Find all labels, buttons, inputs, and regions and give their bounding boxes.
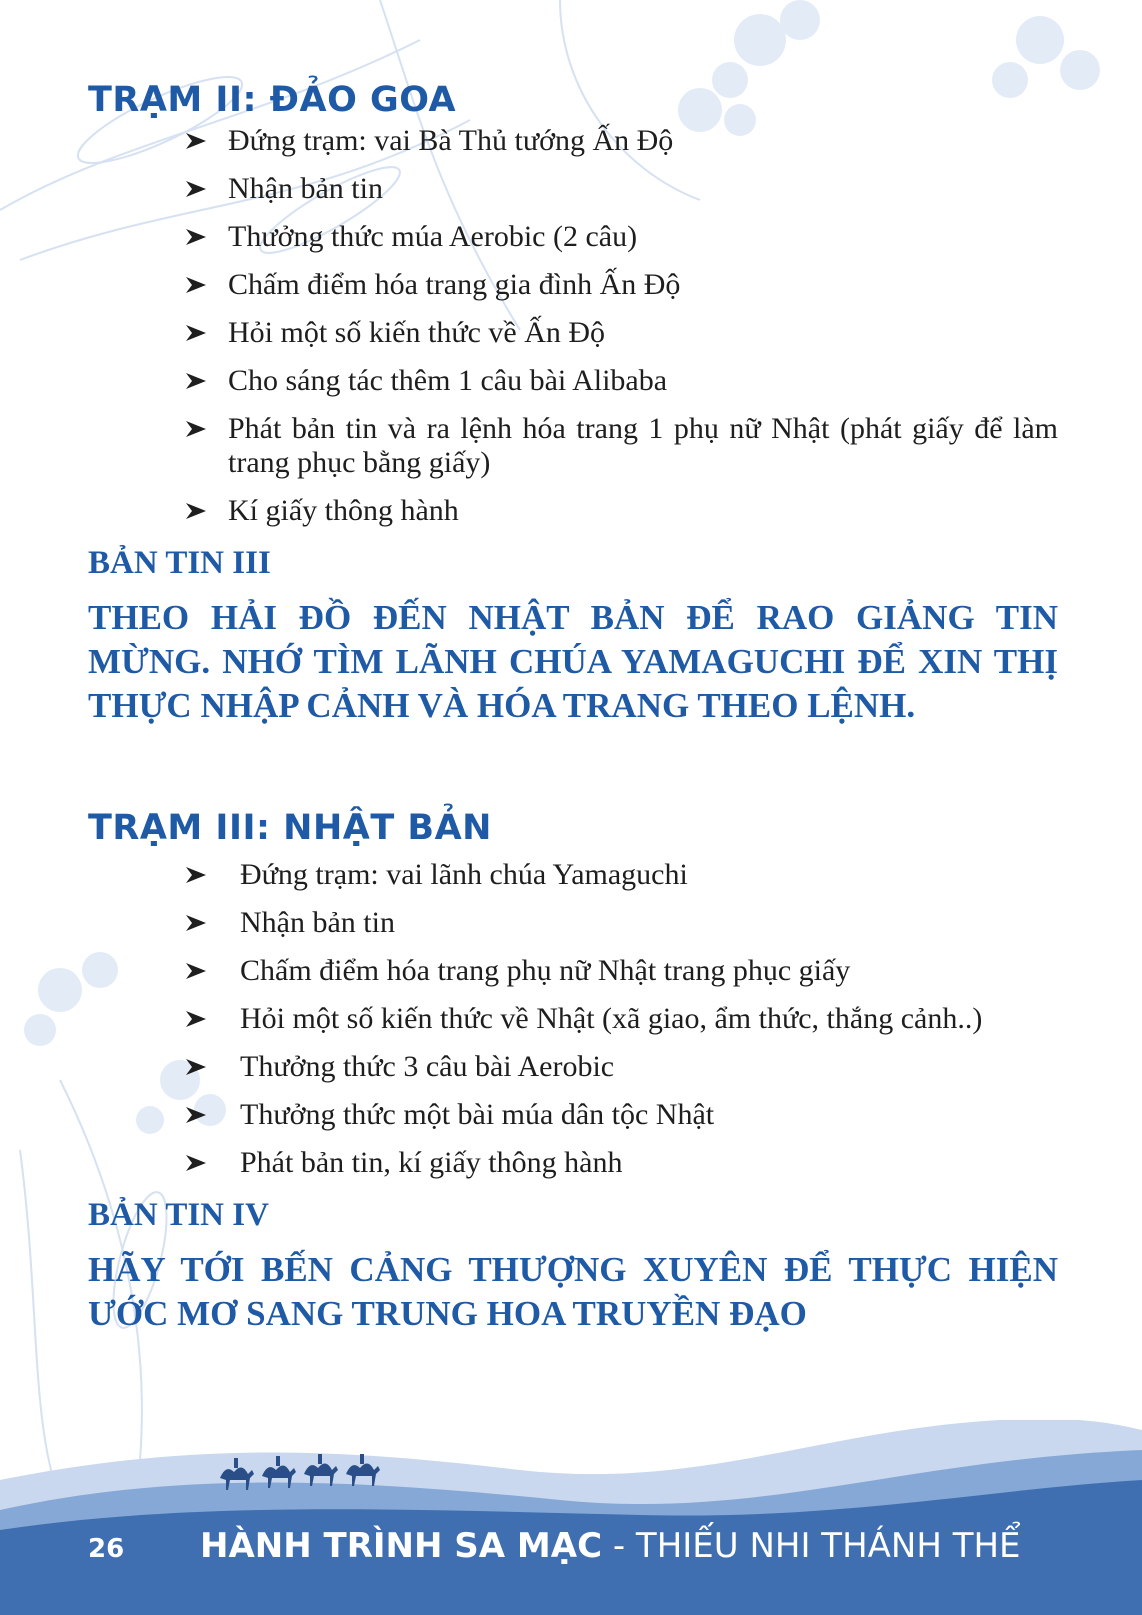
arrow-bullet-icon — [184, 956, 208, 986]
arrow-bullet-icon — [184, 1052, 208, 1082]
station-2-list — [88, 124, 1058, 528]
arrow-bullet-icon — [184, 366, 208, 396]
station-2-heading: TRẠM II: ĐẢO GOA — [88, 80, 457, 120]
arrow-bullet-icon — [184, 908, 208, 938]
arrow-bullet-icon — [184, 270, 208, 300]
arrow-bullet-icon — [184, 222, 208, 252]
arrow-bullet-icon — [184, 1100, 208, 1130]
list-item: Chấm điểm hóa trang gia đình Ấn Độ — [88, 268, 1058, 302]
footer-banner — [0, 1420, 1142, 1615]
list-item: Thưởng thức một bài múa dân tộc Nhật — [88, 1098, 1058, 1132]
list-item: Phát bản tin, kí giấy thông hành — [88, 1146, 1058, 1180]
station-3-heading: TRẠM III: NHẬT BẢN — [88, 808, 492, 848]
station-3-list — [88, 858, 1058, 1180]
arrow-bullet-icon — [184, 860, 208, 890]
bulletin-4-title: BẢN TIN IV — [88, 1197, 269, 1233]
document-content — [88, 76, 1058, 1336]
list-item: Hỏi một số kiến thức về Ấn Độ — [88, 316, 1058, 350]
list-item: Đứng trạm: vai lãnh chúa Yamaguchi — [88, 858, 1058, 892]
list-item: Đứng trạm: vai Bà Thủ tướng Ấn Độ — [88, 124, 1058, 158]
arrow-bullet-icon — [184, 414, 208, 444]
desert-dunes-illustration — [0, 1420, 1142, 1615]
bulletin-3-title: BẢN TIN III — [88, 545, 271, 581]
list-item: Nhận bản tin — [88, 172, 1058, 206]
list-item: Cho sáng tác thêm 1 câu bài Alibaba — [88, 364, 1058, 398]
bulletin-4-body: HÃY TỚI BẾN CẢNG THƯỢNG XUYÊN ĐỂ THỰC HIỆN ƯỚC MƠ SANG TRUNG HOA TRUYỀN ĐẠO — [88, 1250, 1058, 1333]
book-title: HÀNH TRÌNH SA MẠC - THIẾU NHI THÁNH THỂ — [200, 1526, 1021, 1566]
list-item: Nhận bản tin — [88, 906, 1058, 940]
list-item: Hỏi một số kiến thức về Nhật (xã giao, ẩm thức, thắng cảnh..) — [88, 1002, 1058, 1036]
page-number: 26 — [88, 1534, 125, 1564]
bulletin-3-body: THEO HẢI ĐỒ ĐẾN NHẬT BẢN ĐỂ RAO GIẢNG TIN MỪNG. NHỚ TÌM LÃNH CHÚA YAMAGUCHI ĐỂ XIN THỊ THỰC NHẬP CẢNH VÀ HÓA TRANG THEO LỆNH. — [88, 598, 1058, 725]
arrow-bullet-icon — [184, 1148, 208, 1178]
list-item: Thưởng thức múa Aerobic (2 câu) — [88, 220, 1058, 254]
arrow-bullet-icon — [184, 126, 208, 156]
list-item: Chấm điểm hóa trang phụ nữ Nhật trang phục giấy — [88, 954, 1058, 988]
arrow-bullet-icon — [184, 318, 208, 348]
list-item: Kí giấy thông hành — [88, 494, 1058, 528]
arrow-bullet-icon — [184, 174, 208, 204]
arrow-bullet-icon — [184, 1004, 208, 1034]
list-item: Phát bản tin và ra lệnh hóa trang 1 phụ nữ Nhật (phát giấy để làm trang phục bằng giấy) — [88, 412, 1058, 480]
list-item: Thưởng thức 3 câu bài Aerobic — [88, 1050, 1058, 1084]
arrow-bullet-icon — [184, 496, 208, 526]
